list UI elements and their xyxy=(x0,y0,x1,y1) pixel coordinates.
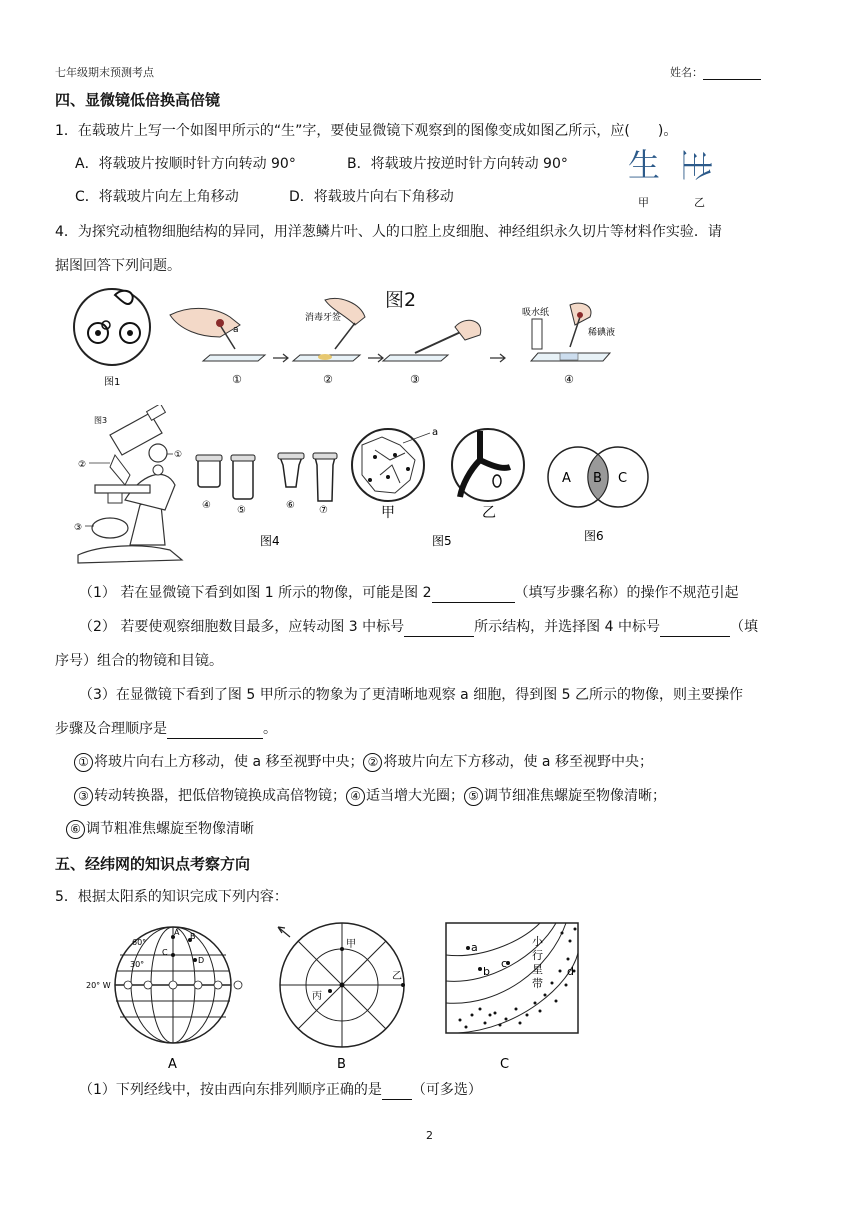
q5-fig-c xyxy=(446,923,578,1072)
q4-part3: （3）在显微镜下看到了图 5 甲所示的物象为了更清晰地观察 a 细胞，得到图 5 乙所示的物像，则主要操作 xyxy=(79,687,743,703)
fig6-set-b: B xyxy=(593,471,602,486)
char-yi: 生 xyxy=(677,148,715,181)
q4-part1 xyxy=(79,583,739,603)
figA-a: A xyxy=(174,928,180,937)
figA-lat30: 30° xyxy=(130,960,145,969)
char-jia: 生 xyxy=(628,146,661,184)
opt-num-1: ① xyxy=(74,753,93,772)
q4-part3-text-c: 。 xyxy=(263,721,277,737)
fig3-6-figure xyxy=(70,405,650,570)
fig6-label: 图6 xyxy=(584,529,604,543)
q4-part2 xyxy=(79,617,758,637)
fig5-jia: 甲 xyxy=(381,505,395,521)
figB-bing: 丙 xyxy=(312,991,322,1002)
q4-options-row3 xyxy=(66,819,254,839)
figC-belt-1: 小 xyxy=(532,935,543,948)
q4-stem-1: 4．为探究动植物细胞结构的异同，用洋葱鳞片叶、人的口腔上皮细胞、神经组织永久切片等材料作实验．请 xyxy=(55,224,722,240)
figC-belt-2: 行 xyxy=(532,949,543,962)
opt-4: 适当增大光圈； xyxy=(366,788,464,804)
label-jia: 甲 xyxy=(638,196,649,209)
figA-lat20w: 20° W xyxy=(86,981,111,990)
figB-jia: 甲 xyxy=(346,939,356,950)
figA-label: A xyxy=(168,1057,177,1072)
q4-part3-line2 xyxy=(55,719,277,739)
name-blank xyxy=(703,66,761,80)
fig4-label: 图4 xyxy=(260,534,280,548)
fig3-mark-3: ③ xyxy=(74,523,83,533)
q5-fig-a xyxy=(86,927,242,1072)
fig3-label: 图3 xyxy=(94,416,108,425)
fig3-mark-2: ② xyxy=(78,460,87,470)
q4-part1-blank xyxy=(432,586,515,603)
figC-d: d xyxy=(567,965,574,978)
figA-lat60: 60° xyxy=(132,938,147,947)
figC-label: C xyxy=(500,1057,510,1072)
q1-option-d: D．将载玻片向右下角移动 xyxy=(289,189,454,205)
q4-part2-text-b: 所示结构，并选择图 4 中标号 xyxy=(474,619,660,635)
figA-c: C xyxy=(162,948,168,957)
fig6-set-c: C xyxy=(618,471,628,486)
opt-2: 将玻片向左下方移动，使 a 移至视野中央； xyxy=(383,754,653,770)
q4-part3-text-b: 步骤及合理顺序是 xyxy=(55,721,167,737)
q4-part1-text-b: （填写步骤名称）的操作不规范引起 xyxy=(514,585,739,601)
q4-part2-cont: 序号）组合的物镜和目镜。 xyxy=(55,653,223,669)
q4-part2-text-a: （2） 若要使观察细胞数目最多，应转动图 3 中标号 xyxy=(79,619,405,635)
header-left: 七年级期末预测考点 xyxy=(55,66,154,79)
label-yi: 乙 xyxy=(694,196,705,209)
fig1-label: 图1 xyxy=(104,377,121,388)
q1-option-b: B．将载玻片按逆时针方向转动 90° xyxy=(347,156,568,172)
step3-num: ③ xyxy=(410,373,420,386)
opt-num-2: ② xyxy=(363,753,382,772)
opt-num-5: ⑤ xyxy=(464,787,483,806)
figA-d: D xyxy=(198,956,205,965)
opt-num-6: ⑥ xyxy=(66,820,85,839)
figA-b: B xyxy=(190,932,196,941)
opt-num-3: ③ xyxy=(74,787,93,806)
fig4-mark-7: ⑦ xyxy=(319,505,328,516)
q1-option-c: C．将载玻片向左上角移动 xyxy=(75,189,239,205)
opt-1: 将玻片向右上方移动，使 a 移至视野中央； xyxy=(94,754,364,770)
fig4-mark-6: ⑥ xyxy=(286,500,295,511)
step4-paper: 吸水纸 xyxy=(522,308,550,318)
q4-part2-text-c: （填 xyxy=(729,619,758,635)
q4-options-row1 xyxy=(74,752,653,772)
step1-a: a xyxy=(233,325,239,335)
opt-5: 调节细准焦螺旋至物像清晰； xyxy=(484,788,666,804)
q4-part3-blank xyxy=(167,722,263,739)
step2-swab: 消毒牙签 xyxy=(305,313,342,323)
fig4-mark-4: ④ xyxy=(202,500,211,511)
q5-stem: 5．根据太阳系的知识完成下列内容： xyxy=(55,889,288,905)
q4-part2-blank-1 xyxy=(404,620,474,637)
figC-belt-3: 星 xyxy=(532,963,543,976)
name-field xyxy=(670,64,761,80)
opt-num-4: ④ xyxy=(346,787,365,806)
step4-num: ④ xyxy=(564,373,574,386)
q5-sub1-text: （1）下列经线中，按由西向东排列顺序正确的是 xyxy=(79,1082,382,1098)
fig5-label: 图5 xyxy=(432,534,452,548)
q5-figures xyxy=(80,915,590,1075)
fig6-set-a: A xyxy=(562,471,571,486)
q5-sub1-blank xyxy=(382,1083,412,1100)
section-title-5: 五、经纬网的知识点考察方向 xyxy=(55,855,251,873)
q4-options-row2 xyxy=(74,786,666,806)
q4-part1-text-a: （1） 若在显微镜下看到如图 1 所示的物像，可能是图 2 xyxy=(79,585,432,601)
q4-part2-blank-2 xyxy=(660,620,730,637)
step1-num: ① xyxy=(232,373,242,386)
fig5-a: a xyxy=(432,427,439,438)
name-label: 姓名： xyxy=(670,66,703,79)
fig5-yi: 乙 xyxy=(482,505,496,521)
opt-3: 转动转换器，把低倍物镜换成高倍物镜； xyxy=(94,788,346,804)
fig2-title: 图2 xyxy=(385,289,417,311)
q5-sub1-tail: （可多选） xyxy=(411,1082,482,1098)
step4-iodine: 稀碘液 xyxy=(588,328,616,338)
step2-num: ② xyxy=(323,373,333,386)
opt-6: 调节粗准焦螺旋至物像清晰 xyxy=(86,821,254,837)
section-title-4: 四、显微镜低倍换高倍镜 xyxy=(55,91,221,109)
fig2-steps-figure xyxy=(70,285,630,390)
q1-option-a: A．将载玻片按顺时针方向转动 90° xyxy=(75,156,296,172)
q1-stem: 1．在载玻片上写一个如图甲所示的“生”字，要使显微镜下观察到的图像变成如图乙所示，应( )。 xyxy=(55,123,678,139)
page-number: 2 xyxy=(426,1129,433,1142)
fig4-mark-5: ⑤ xyxy=(237,505,246,516)
figC-belt-4: 带 xyxy=(532,977,543,990)
figB-label: B xyxy=(337,1057,346,1072)
q1-figure xyxy=(628,148,738,210)
fig3-mark-1: ① xyxy=(174,450,183,460)
figC-b: b xyxy=(483,965,490,978)
figC-c: c xyxy=(501,957,508,970)
figB-yi: 乙 xyxy=(392,971,402,982)
q5-sub1 xyxy=(79,1080,482,1100)
q5-fig-b xyxy=(278,923,405,1072)
figC-a: a xyxy=(471,941,478,954)
q4-stem-2: 据图回答下列问题。 xyxy=(55,258,181,274)
